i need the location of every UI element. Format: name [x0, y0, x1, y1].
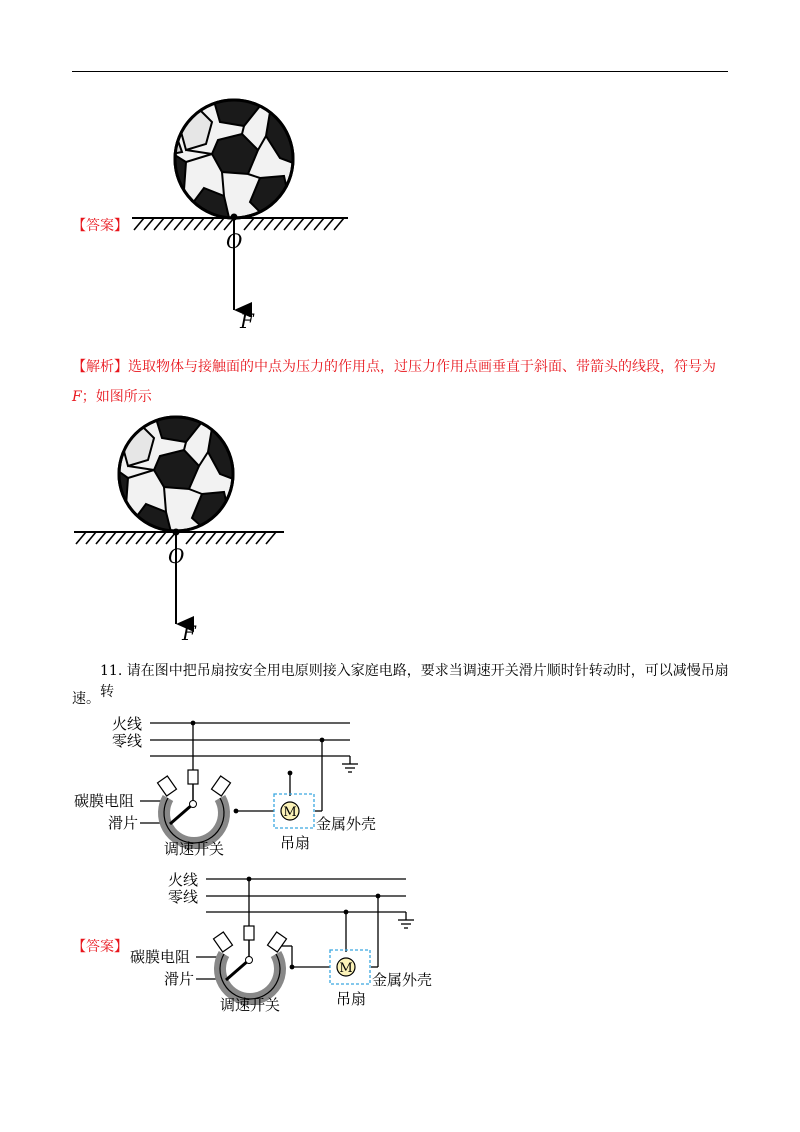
analysis-text-2: ；如图所示	[81, 389, 152, 405]
live-wire-label: 火线	[168, 871, 199, 889]
soccer-ball-icon	[104, 412, 238, 540]
question-text: 请在图中把吊扇按安全用电原则接入家庭电路，要求当调速开关滑片顺时针转动时，可以减慢吊扇转	[100, 663, 729, 700]
neutral-wire-label: 零线	[112, 732, 143, 750]
analysis-line-1	[72, 357, 732, 378]
question-number: 11.	[100, 663, 123, 679]
question-11-line-2: 速。	[72, 691, 100, 707]
carbon-resistor-label: 碳膜电阻	[74, 792, 135, 810]
point-label: O	[168, 544, 185, 568]
answer-tag: 【答案】	[72, 218, 128, 234]
analysis-text: 选取物体与接触面的中点为压力的作用点，过压力作用点画垂直于斜面、带箭头的线段，符号为	[128, 359, 716, 375]
speed-switch-label: 调速开关	[164, 840, 225, 858]
slider-label: 滑片	[164, 970, 195, 988]
force-label: F	[182, 621, 196, 645]
svg-text:M: M	[283, 805, 297, 820]
ceiling-fan-label: 吊扇	[336, 990, 367, 1008]
slider-label: 滑片	[108, 814, 139, 832]
ceiling-fan-label: 吊扇	[280, 834, 311, 852]
neutral-wire-label: 零线	[168, 888, 199, 906]
answer-figure-ball-force	[120, 92, 360, 342]
analysis-symbol: F	[72, 389, 82, 405]
soccer-ball-icon	[160, 92, 298, 226]
answer-circuit-diagram	[116, 864, 456, 1014]
speed-switch-icon	[213, 926, 286, 999]
svg-text:M: M	[339, 961, 353, 976]
answer-tag-2: 【答案】	[72, 939, 128, 955]
speed-switch-icon	[157, 770, 230, 843]
analysis-tag: 【解析】	[72, 359, 128, 375]
metal-case-label: 金属外壳	[372, 971, 433, 989]
point-label: O	[226, 229, 243, 253]
analysis-figure-ball-force	[62, 412, 302, 650]
analysis-line-2	[72, 387, 152, 408]
speed-switch-label: 调速开关	[220, 996, 281, 1014]
question-11-line-1	[100, 661, 740, 703]
force-label: F	[240, 309, 254, 333]
ceiling-fan-box	[330, 950, 370, 984]
live-wire-label: 火线	[112, 715, 143, 733]
header-rule	[72, 71, 728, 72]
question-circuit-diagram	[60, 708, 400, 858]
carbon-resistor-label: 碳膜电阻	[130, 948, 191, 966]
metal-case-label: 金属外壳	[316, 815, 377, 833]
ceiling-fan-box	[274, 794, 314, 828]
